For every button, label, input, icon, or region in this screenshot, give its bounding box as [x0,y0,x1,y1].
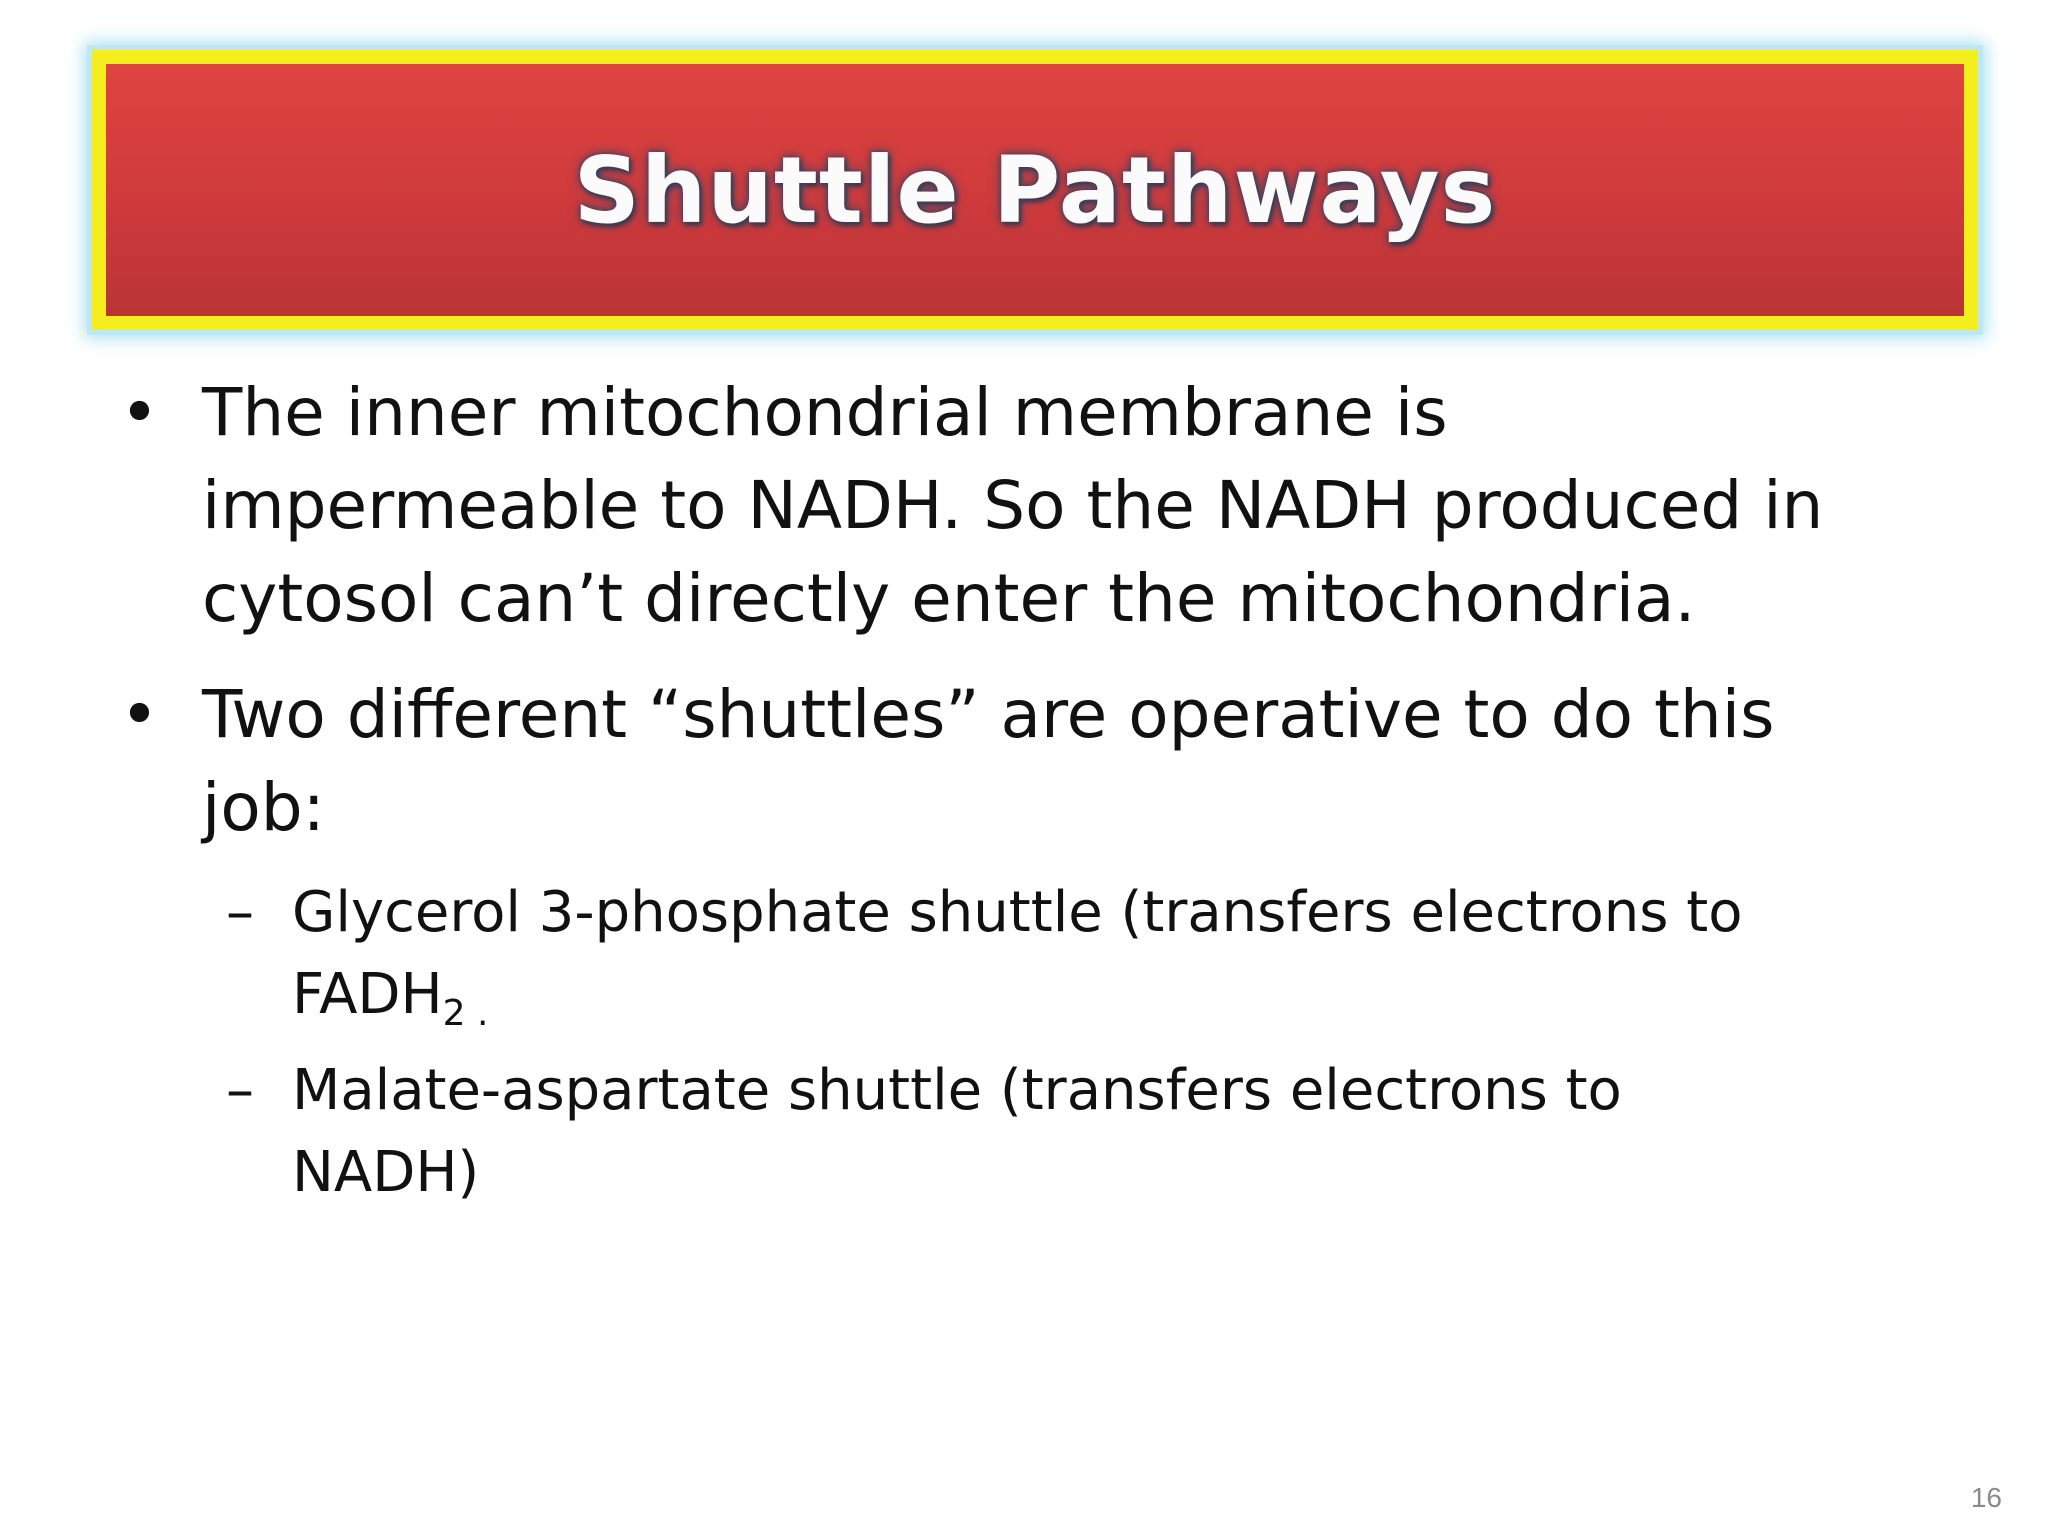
sub-bullet-line-2 [292,954,1986,1036]
sub-bullet-glycerol [226,872,1986,1036]
fadh-subscript: 2 . [442,993,489,1035]
bullet-marker: • [120,374,159,451]
page-number: 16 [1970,1482,2002,1513]
sub-bullet-marker: – [226,1058,254,1123]
slide-title: Shuttle Pathways [573,136,1497,244]
bullet-line: cytosol can’t directly enter the mitochondria. [202,560,1696,637]
fadh-text: FADH [292,962,443,1027]
sub-bullet-line: Glycerol 3-phosphate shuttle (transfers electrons to [292,880,1743,945]
sub-bullet-line-2: NADH) [292,1140,480,1205]
sub-bullet-line: Malate-aspartate shuttle (transfers electrons to [292,1058,1622,1123]
bullet-line: job: [202,769,325,846]
sub-bullet-malate [226,1050,1986,1214]
bullet-marker: • [120,676,159,753]
bullet-item-1 [120,366,1980,645]
sub-bullet-marker: – [226,880,254,945]
bullet-item-2 [120,668,1980,854]
bullet-line: The inner mitochondrial membrane is [202,374,1448,451]
bullet-line: impermeable to NADH. So the NADH produced in [202,467,1824,544]
bullet-line: Two different “shuttles” are operative to do this [202,676,1775,753]
